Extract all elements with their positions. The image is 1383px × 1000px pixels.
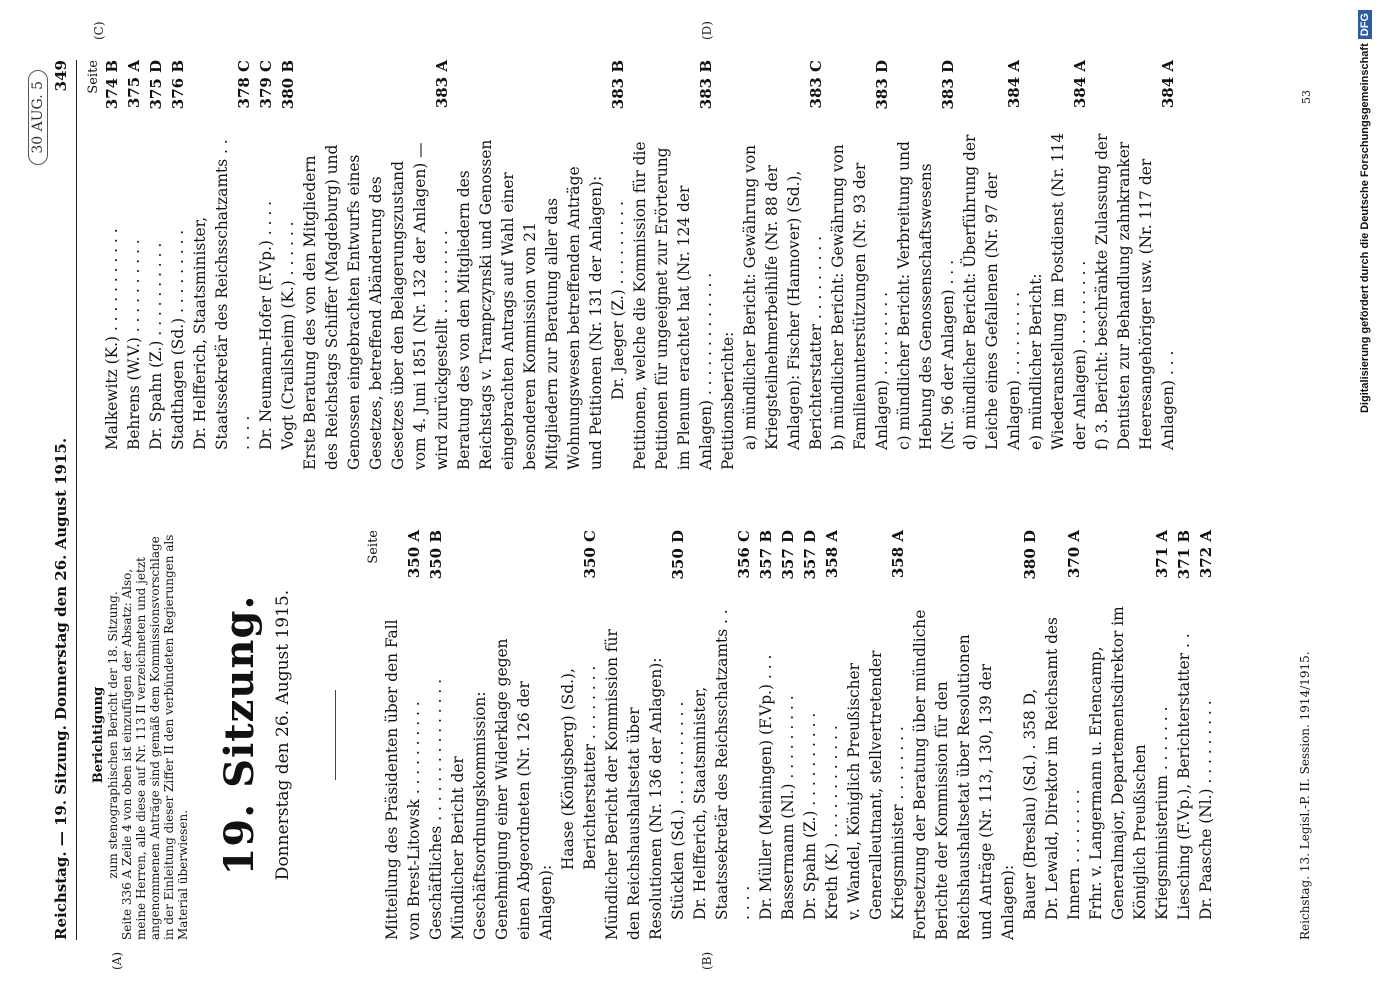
header-left: Reichstag. — 19. Sitzung. Donnerstag den 26. August 1915. xyxy=(52,437,70,940)
toc-entry: Vogt (Crailsheim) (K.) . . . . . . 380 B xyxy=(279,60,297,450)
toc-entry: a) mündlicher Bericht: Gewährung von Kriegsteilnehmerbeihilfe (Nr. 88 der Anlagen): Fischer (Hannover) (Sd.), Berichterstatter . . . . . . . . . 383 C xyxy=(741,60,825,450)
toc-entry: Mitteilung des Präsidenten über den Fall von Brest-Litowsk . . . . . . . . . . 350 A xyxy=(383,530,423,940)
toc-entry: Haase (Königsberg) (Sd.), Berichterstatter . . . . . . . . 350 C xyxy=(559,530,599,870)
toc-entry: Stücklen (Sd.) . . . . . . . . . . . 350 D xyxy=(669,530,687,920)
toc-entry: f) 3. Bericht: beschränkte Zulassung der Dentisten zur Behandlung zahnkranker Heeresangehöriger usw. (Nr. 117 der Anlagen) . . . 384 A xyxy=(1093,60,1177,450)
margin-letter-d: (D) xyxy=(700,21,714,40)
correction-body: Seite 336 A Zeile 4 von oben ist einzufügen der Absatz: Also, meine Herren, alle diese auf Nr. 113 II verzeichneten und jetzt angenommenen Anträge sind gemäß dem Kommissionsvorschlage in der Einleitung dieser Ziffer II den verbündeten Regierungen als Material überwiesen. xyxy=(120,534,190,940)
session-title: 19. Sitzung. xyxy=(216,594,263,876)
toc-entry: Mündlicher Bericht der Geschäftsordnungskommission: Genehmigung einer Widerklage gegen einen Abgeordneten (Nr. 126 der Anlagen): xyxy=(449,638,555,940)
correction-note xyxy=(92,530,190,940)
toc-entry: Erste Beratung des von den Mitgliedern des Reichstags Schiffer (Magdeburg) und Genossen eingebrachten Entwurfs eines Gesetzes, betreffend Abänderung des Gesetzes über den Belagerungszustand vom 4. Juni 1851 (Nr. 132 der Anlagen) — wird zurückgestellt . . . . . . . . . 383 A xyxy=(301,60,451,470)
toc-entry: Bassermann (Nl.) . . . . . . . . . 357 D xyxy=(779,530,797,920)
seite-label-right: Seite xyxy=(86,60,101,94)
page-header xyxy=(52,60,77,940)
right-column xyxy=(86,60,1179,470)
toc-entry: Dr. Spahn (Z.) . . . . . . . . . . 375 D xyxy=(147,60,165,450)
toc-entry: Dr. Neumann-Hofer (F.Vp.) . . . . 379 C xyxy=(257,60,275,450)
toc-entry: Dr. Müller (Meiningen) (F.Vp.) . . . 357 B xyxy=(757,530,775,920)
toc-entry: Dr. Spahn (Z.) . . . . . . . . . . 357 D xyxy=(801,530,819,920)
toc-entry: e) mündlicher Bericht: Wiederanstellung im Postdienst (Nr. 114 der Anlagen) . . . . . . . . . 384 A xyxy=(1027,60,1089,450)
seite-label-left: Seite xyxy=(366,530,381,564)
toc-entry: Dr. Jaeger (Z.) . . . . . . . . . 383 B xyxy=(609,60,627,400)
margin-letter-c: (C) xyxy=(92,21,106,40)
toc-entry: Frhr. v. Langermann u. Erlencamp, Generalmajor, Departementsdirektor im Königlich Preußischen Kriegsministerium . . . . . . . 371 A xyxy=(1087,530,1171,920)
toc-entry: Bauer (Breslau) (Sd.) . 358 D, 380 D xyxy=(1021,530,1039,920)
toc-entry: Beratung des von den Mitgliedern des Reichstags v. Trampczynski und Genossen eingebrachten Antrags auf Wahl einer besonderen Kommission von 21 Mitgliedern zur Beratung aller das Wohnungswesen betreffenden Anträge und Petitionen (Nr. 131 der Anlagen): xyxy=(455,139,605,470)
session-date: Donnerstag den 26. August 1915. xyxy=(273,589,293,881)
header-right: 349 xyxy=(52,60,70,92)
toc-entry: Dr. Helfferich, Staatsminister, Staatssekretär des Reichsschatzamts . . . . . . 356 C xyxy=(691,530,753,920)
dfg-logo-icon: DFG xyxy=(1358,10,1372,39)
toc-entry: Petitionen, welche die Kommission für die Petitionen für ungeeignet zur Erörterung im Plenum erachtet hat (Nr. 124 der Anlagen) . . . . . . . . . . . . . 383 B xyxy=(631,60,715,470)
toc-entry: Dr. Lewald, Direktor im Reichsamt des Innern . . . . . . . . 370 A xyxy=(1043,530,1083,920)
toc-entry: Liesching (F.Vp.), Berichterstatter . . 371 B xyxy=(1175,530,1193,920)
toc-entry: Petitionsberichte: xyxy=(719,331,737,470)
toc-entry: Stadthagen (Sd.) . . . . . . . . . 376 B xyxy=(169,60,187,450)
toc-entry: Dr. Paasche (Nl.) . . . . . . . . . 372 A xyxy=(1197,530,1215,920)
toc-entry: c) mündlicher Bericht: Verbreitung und Hebung des Genossenschaftswesens (Nr. 96 der Anlagen) . . . 383 D xyxy=(895,60,957,450)
toc-entry: Mündlicher Bericht der Kommission für den Reichshaushaltsetat über Resolutionen (Nr. 136 der Anlagen): xyxy=(603,629,665,940)
toc-entry: Fortsetzung der Beratung über mündliche Berichte der Kommission für den Reichshaushaltsetat über Resolutionen und Anträge (Nr. 113, 130, 139 der Anlagen): xyxy=(911,609,1017,940)
received-stamp: 30 AUG. 5 xyxy=(28,70,48,165)
divider xyxy=(335,690,336,780)
page-signature: 53 xyxy=(1300,90,1313,104)
dfg-credit-text: Digitalisierung gefördert durch die Deutsche Forschungsgemeinschaft xyxy=(1359,43,1371,414)
toc-entry: Dr. Helfferich, Staatsminister, Staatssekretär des Reichsschatzamts . . . . . . 378 C xyxy=(191,60,253,450)
toc-entry: b) mündlicher Bericht: Gewährung von Familienunterstützungen (Nr. 93 der Anlagen) . . . . . . . . . 383 D xyxy=(829,60,891,450)
dfg-credit xyxy=(1354,10,1376,990)
toc-entry: v. Wandel, Königlich Preußischer Generalleutnant, stellvertretender Kriegsminister . . . . . . . . 358 A xyxy=(845,530,907,920)
toc-entry: Geschäftliches . . . . . . . . . . . . . . . 350 B xyxy=(427,530,445,940)
toc-entry: d) mündlicher Bericht: Überführung der Leiche eines Gefallenen (Nr. 97 der Anlagen) . . . . . . . . . 384 A xyxy=(961,60,1023,450)
correction-subheading: zum stenographischen Bericht der 18. Sitzung. xyxy=(106,591,120,879)
toc-entry: Malkewitz (K.) . . . . . . . . . . . 374 B xyxy=(103,60,121,450)
correction-heading: Berichtigung xyxy=(91,686,106,784)
toc-entry: Kreth (K.) . . . . . . . . . . . . 358 A xyxy=(823,530,841,920)
left-column xyxy=(92,530,1217,940)
margin-letter-b: (B) xyxy=(700,951,714,970)
session-footer: Reichstag. 13. Legisl.-P. II. Session. 1914/1915. xyxy=(1298,651,1312,940)
margin-letter-a: (A) xyxy=(110,951,124,970)
toc-entry: Behrens (W.V.) . . . . . . . . . . 375 A xyxy=(125,60,143,450)
